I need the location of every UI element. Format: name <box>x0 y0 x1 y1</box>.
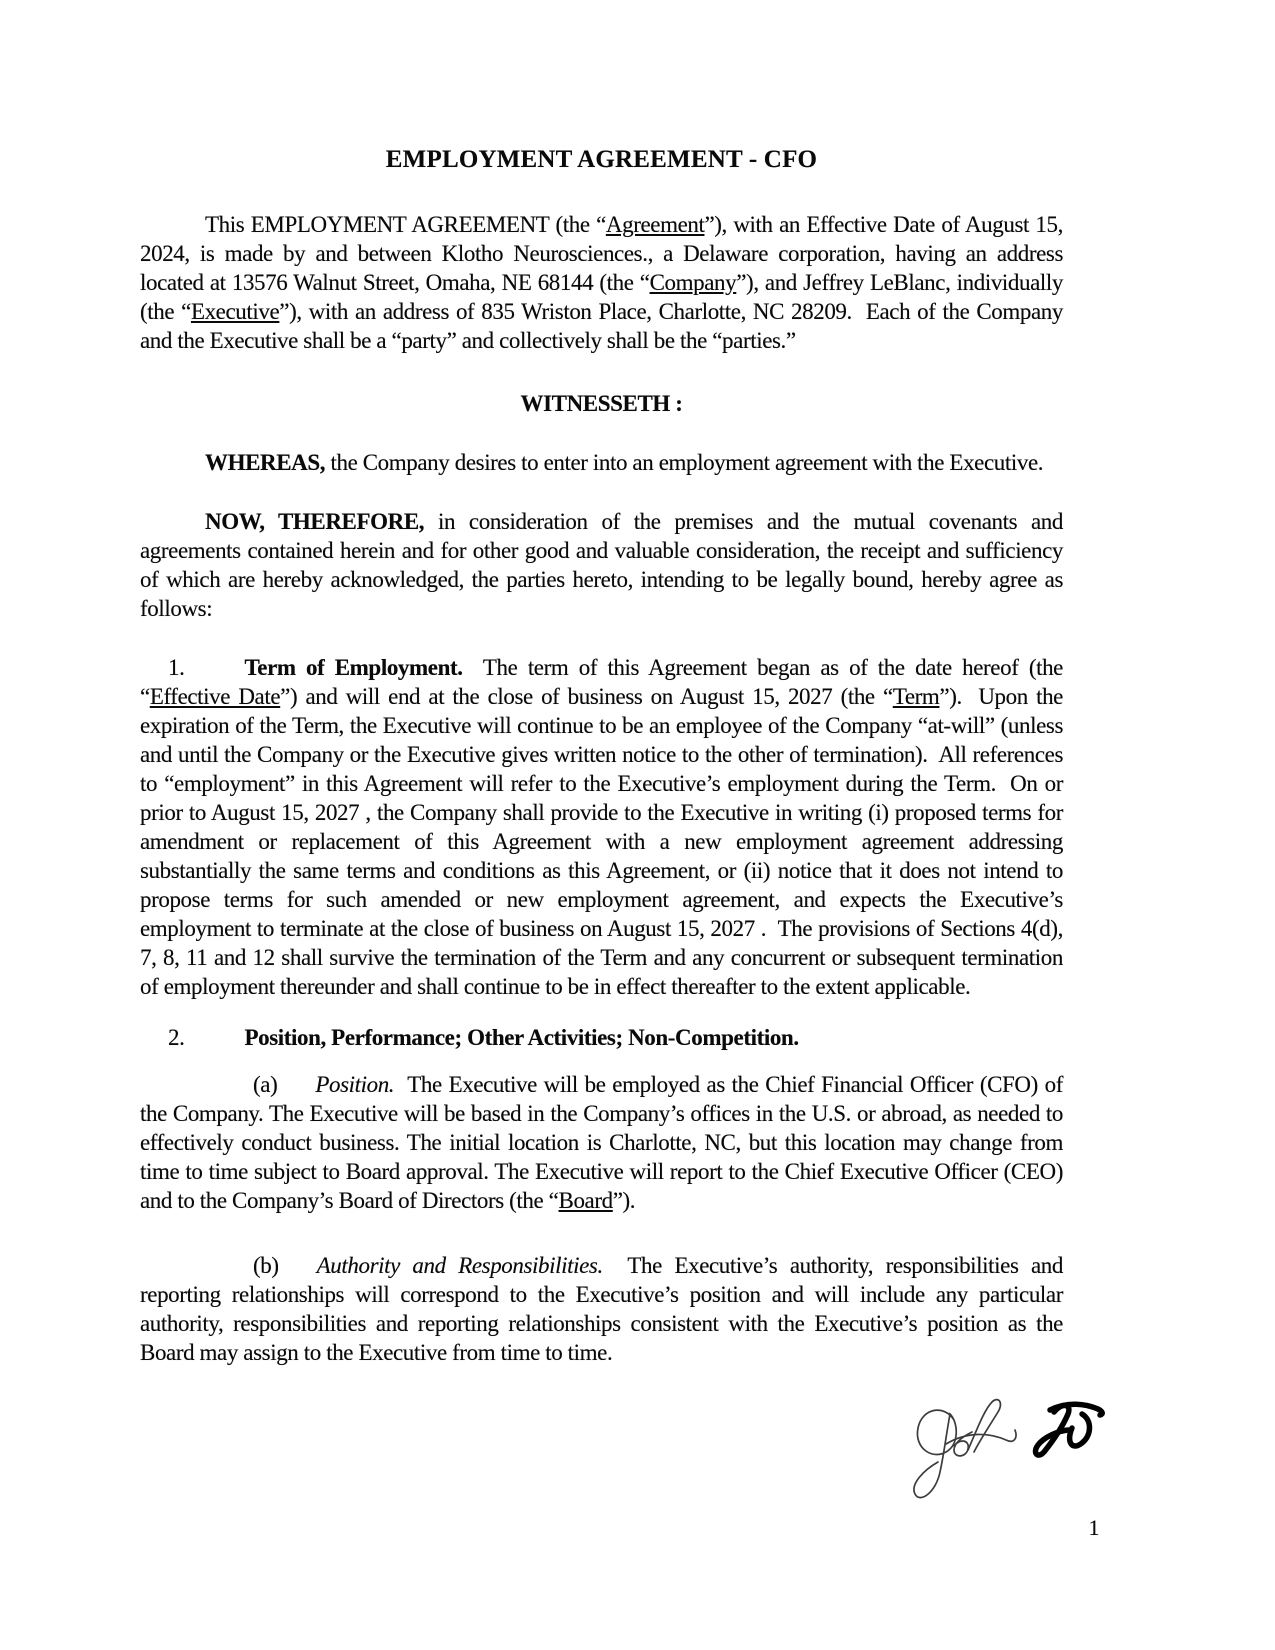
document-content <box>140 145 1063 1397</box>
intro-paragraph: This EMPLOYMENT AGREEMENT (the “Agreement”), with an Effective Date of August 15, 2024, is made by and between Klotho Neurosciences., a Delaware corporation, having an address located at 13576 Walnut Street, Omaha, NE 68144 (the “Company”), and Jeffrey LeBlanc, individually (the “Executive”), with an address of 835 Wriston Place, Charlotte, NC 28209. Each of the Company and the Executive shall be a “party” and collectively shall be the “parties.” <box>140 212 1063 353</box>
section-2-heading: 2. Position, Performance; Other Activities; Non-Competition. <box>168 1025 799 1050</box>
section-2b-authority-paragraph: (b) Authority and Responsibilities. The Executive’s authority, responsibilities and reporting relationships will correspond to the Executive’s position and will include any particular authority, responsibilities and reporting relationships consistent with the Executive’s position as the Board may assign to the Executive from time to time. <box>140 1253 1064 1365</box>
page-number: 1 <box>1088 1515 1100 1540</box>
now-therefore-paragraph: NOW, THEREFORE, in consideration of the premises and the mutual covenants and agreements contained herein and for other good and valuable consideration, the receipt and sufficiency of which are hereby acknowledged, the parties hereto, intending to be legally bound, hereby agree as follows: <box>140 509 1063 621</box>
document-title: EMPLOYMENT AGREEMENT - CFO <box>385 146 818 173</box>
whereas-paragraph: WHEREAS, the Company desires to enter into an employment agreement with the Executive. <box>205 450 1044 475</box>
witnesseth-heading: WITNESSETH : <box>520 391 683 416</box>
section-2a-position-paragraph: (a) Position. The Executive will be employed as the Chief Financial Officer (CFO) of the Company. The Executive will be based in the Company’s offices in the U.S. or abroad, as needed to effectively conduct business. The initial location is Charlotte, NC, but this location may change from time to time subject to Board approval. The Executive will report to the Chief Executive Officer (CEO) and to the Company’s Board of Directors (the “Board”). <box>140 1072 1063 1213</box>
cursive-initials-signature <box>910 1392 1020 1517</box>
bold-initials-signature <box>1030 1398 1108 1477</box>
section-1-term-of-employment: 1. Term of Employment. The term of this Agreement began as of the date hereof (the “Effective Date”) and will end at the close of business on August 15, 2027 (the “Term”). Upon the expiration of the Term, the Executive will continue to be an employee of the Company “at-will” (unless and until the Company or the Executive gives written notice to the other of termination). All references to “employment” in this Agreement will refer to the Executive’s employment during the Term. On or prior to August 15, 2027 , the Company shall provide to the Executive in writing (i) proposed terms for amendment or replacement of this Agreement with a new employment agreement addressing substantially the same terms and conditions as this Agreement, or (ii) notice that it does not intend to propose terms for such amended or new employment agreement, and expects the Executive’s employment to terminate at the close of business on August 15, 2027 . The provisions of Sections 4(d), 7, 8, 11 and 12 shall survive the termination of the Term and any concurrent or subsequent termination of employment thereunder and shall continue to be in effect thereafter to the extent applicable. <box>140 655 1063 999</box>
